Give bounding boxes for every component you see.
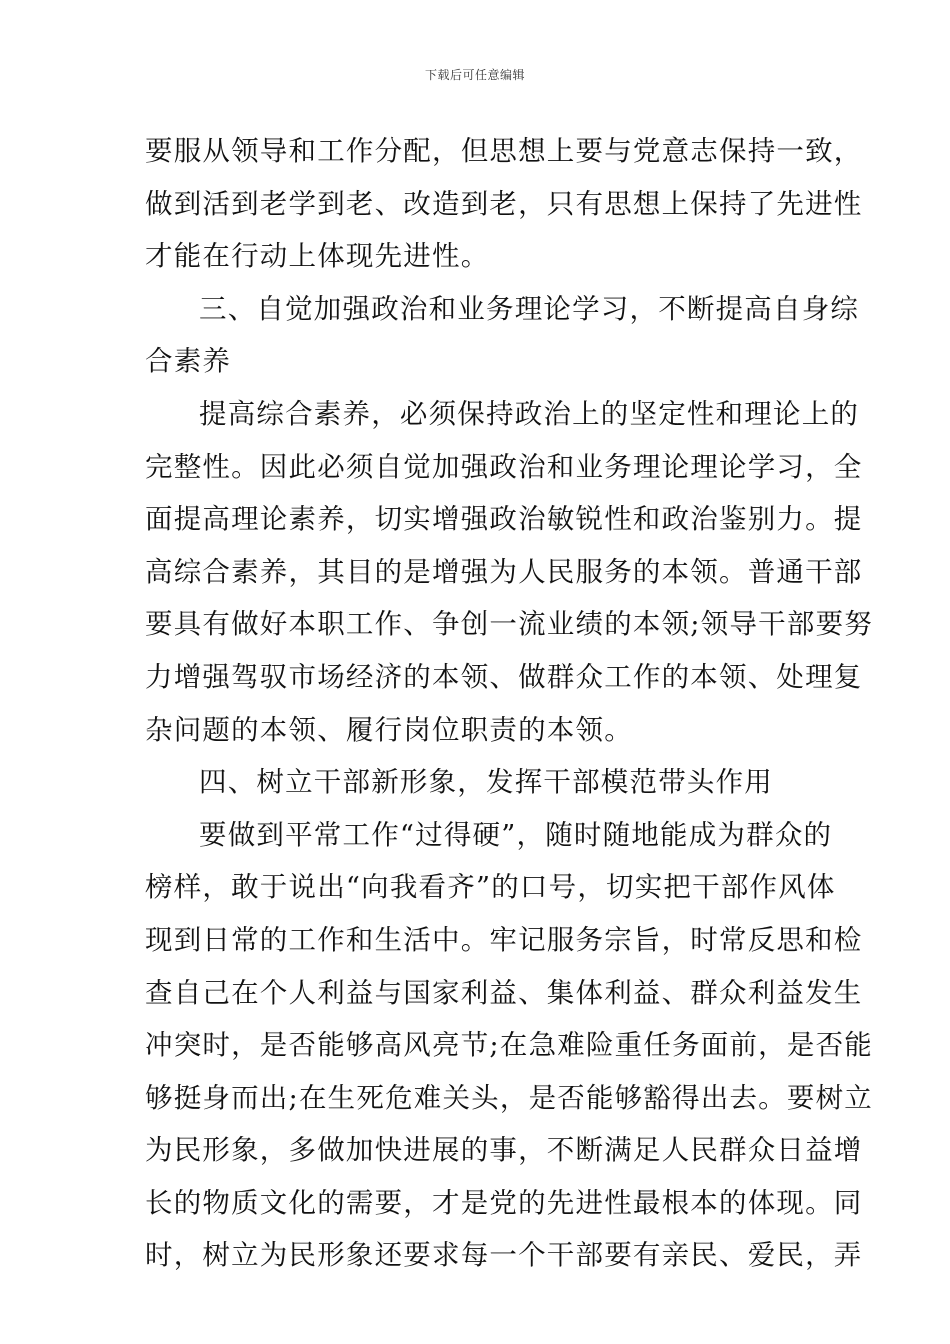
section-heading-continued: 合素养 <box>145 345 232 378</box>
paragraph-first-line: 提高综合素养，必须保持政治上的坚定性和理论上的 <box>199 397 860 430</box>
text-line: 查自己在个人利益与国家利益、集体利益、群众利益发生 <box>145 976 863 1009</box>
text-line: 高综合素养，其目的是增强为人民服务的本领。普通干部 <box>145 555 863 588</box>
text-line: 冲突时，是否能够高风亮节;在急难险重任务面前，是否能 <box>145 1029 873 1062</box>
text-line: 力增强驾驭市场经济的本领、做群众工作的本领、处理复 <box>145 660 863 693</box>
text-line: 杂问题的本领、履行岗位职责的本领。 <box>145 713 633 746</box>
text-line: 时，树立为民形象还要求每一个干部要有亲民、爱民，弄 <box>145 1239 863 1272</box>
section-heading: 三、自觉加强政治和业务理论学习，不断提高自身综 <box>199 292 860 325</box>
text-line: 够挺身而出;在生死危难关头，是否能够豁得出去。要树立 <box>145 1081 873 1114</box>
page-header: 下载后可任意编辑 <box>424 68 525 82</box>
document-body <box>145 125 873 1282</box>
text-line: 做到活到老学到老、改造到老，只有思想上保持了先进性 <box>145 187 863 220</box>
text-line: 要具有做好本职工作、争创一流业绩的本领;领导干部要努 <box>145 608 873 641</box>
text-line: 为民形象，多做加快进展的事，不断满足人民群众日益增 <box>145 1134 863 1167</box>
text-line: 完整性。因此必须自觉加强政治和业务理论理论学习，全 <box>145 450 863 483</box>
text-line: 才能在行动上体现先进性。 <box>145 240 490 273</box>
text-line: 要服从领导和工作分配，但思想上要与党意志保持一致， <box>145 135 863 167</box>
text-line: 现到日常的工作和生活中。牢记服务宗旨，时常反思和检 <box>145 923 863 956</box>
section-heading: 四、树立干部新形象，发挥干部模范带头作用 <box>199 766 773 799</box>
text-line: 长的物质文化的需要，才是党的先进性最根本的体现。同 <box>145 1186 863 1219</box>
paragraph-first-line: 要做到平常工作“过得硬”，随时随地能成为群众的 <box>199 818 833 851</box>
text-line: 榜样，敢于说出“向我看齐”的口号，切实把干部作风体 <box>145 871 836 904</box>
text-line: 面提高理论素养，切实增强政治敏锐性和政治鉴别力。提 <box>145 503 863 536</box>
